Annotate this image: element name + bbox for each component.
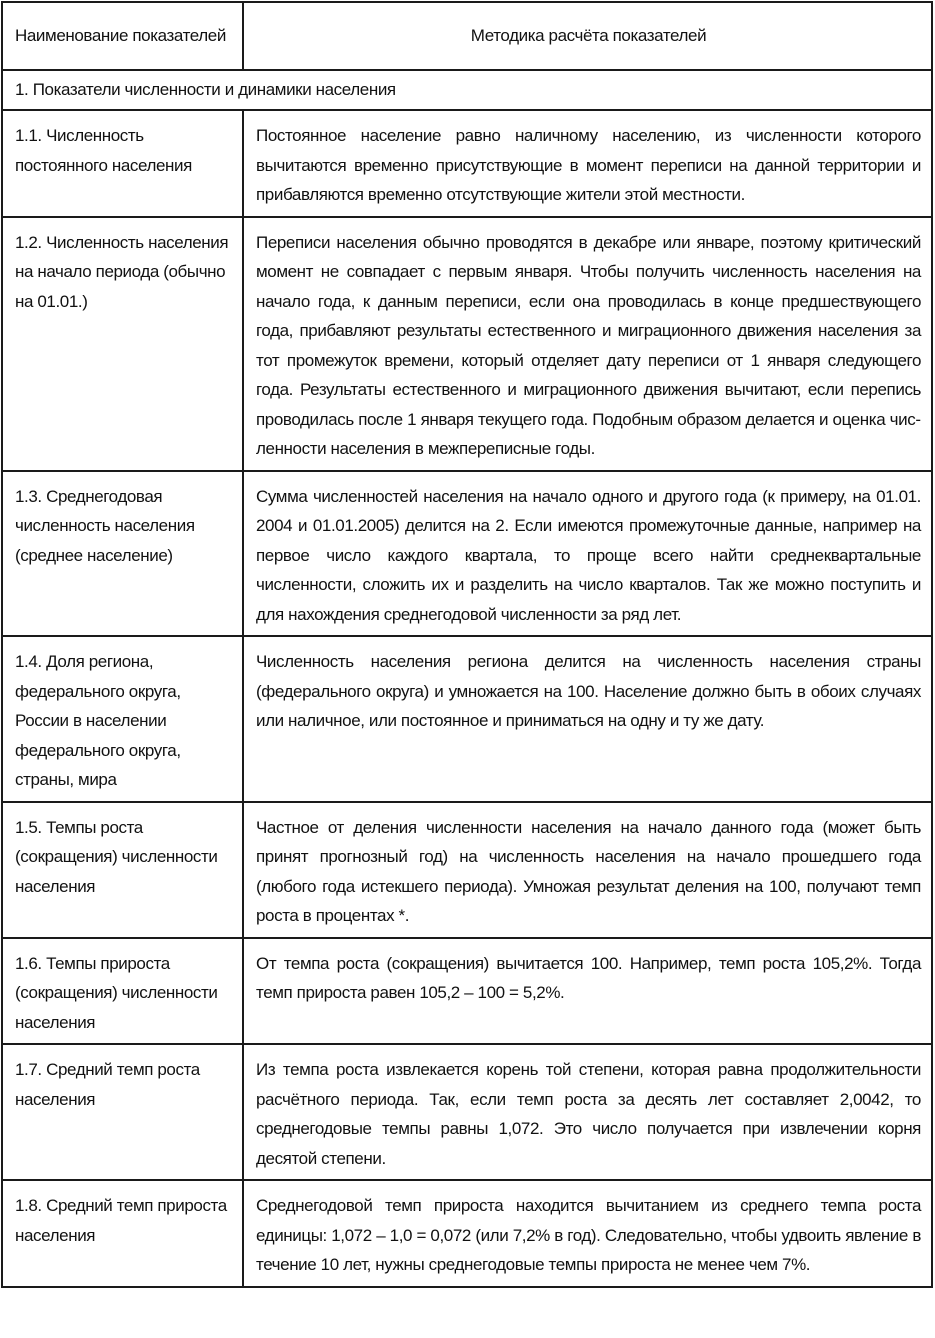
indicator-method: Численность населения региона делится на численность населения страны (федерального округа) и умножается на 100. Население должно быть в обоих случаях или наличное, или постоянное и приниматься на одну и ту же дату. bbox=[243, 636, 932, 802]
indicator-name: 1.2. Численность населения на начало периода (обычно на 01.01.) bbox=[2, 217, 243, 471]
table-row bbox=[2, 802, 932, 938]
indicators-table bbox=[1, 1, 933, 1288]
table-row bbox=[2, 217, 932, 471]
indicator-name: 1.5. Темпы роста (сокращения) численности населения bbox=[2, 802, 243, 938]
indicator-name: 1.4. Доля региона, федерального округа, России в населении федерального округа, страны, мира bbox=[2, 636, 243, 802]
indicator-method: Из темпа роста извлекается корень той степени, которая равна продолжительности расчётного периода. Так, если темп роста за десять лет составляет 2,0042, то среднегодовые темпы равны 1,072. Это число получается при извлечении корня десятой степени. bbox=[243, 1044, 932, 1180]
table-row bbox=[2, 1180, 932, 1287]
header-calculation-method: Методика расчёта показателей bbox=[243, 2, 932, 70]
indicator-name: 1.3. Среднегодовая численность населения (среднее население) bbox=[2, 471, 243, 637]
indicator-name: 1.8. Средний темп прироста населения bbox=[2, 1180, 243, 1287]
indicator-name: 1.1. Численность постоянного населения bbox=[2, 110, 243, 217]
header-indicator-name: Наименование показателей bbox=[2, 2, 243, 70]
indicator-method: От темпа роста (сокращения) вычитается 100. Например, темп роста 105,2%. Тогда темп прироста равен 105,2 – 100 = 5,2%. bbox=[243, 938, 932, 1045]
table-header-row bbox=[2, 2, 932, 70]
indicator-method: Постоянное население равно наличному населению, из численности которого вычитаются временно присутствующие в момент переписи на данной территории и прибавляются временно отсутствующие жители этой местности. bbox=[243, 110, 932, 217]
table-row bbox=[2, 110, 932, 217]
section-title: 1. Показатели численности и динамики населения bbox=[2, 70, 932, 110]
indicator-method: Частное от деления численности населения на начало данного года (может быть принят прогнозный год) на численность населения на начало прошедшего года (любого года истекшего периода). Умножая результат деления на 100, получают темп роста в процентах *. bbox=[243, 802, 932, 938]
table-row bbox=[2, 636, 932, 802]
indicator-name: 1.7. Средний темп роста населения bbox=[2, 1044, 243, 1180]
indicator-method: Сумма численностей населения на начало одного и другого года (к примеру, на 01.01. 2004 и 01.01.2005) делится на 2. Если имеются промежуточные данные, например на первое число каждого квартала, то проще всего найти среднеквартальные численности, сложить их и разделить на число кварталов. Так же можно поступить и для нахождения среднегодовой численности за ряд лет. bbox=[243, 471, 932, 637]
section-row bbox=[2, 70, 932, 110]
table-row bbox=[2, 1044, 932, 1180]
indicator-name: 1.6. Темпы прироста (сокращения) численности населения bbox=[2, 938, 243, 1045]
table-row bbox=[2, 471, 932, 637]
indicator-method: Переписи населения обычно проводятся в декабре или январе, поэтому критический момент не совпадает с первым января. Чтобы получить численность населения на начало года, к данным переписи, если она проводилась в конце предшествующего года, прибавляют результаты естественного и миграционного движения населения за тот промежуток времени, который отделяет дату переписи от 1 января следующего года. Результаты естественного и миграционного движения вычитают, если перепись проводилась после 1 января текущего года. Подобным образом делается и оценка численности населения в межпереписные годы. bbox=[243, 217, 932, 471]
table-row bbox=[2, 938, 932, 1045]
indicator-method: Среднегодовой темп прироста находится вычитанием из среднего темпа роста единицы: 1,072 – 1,0 = 0,072 (или 7,2% в год). Следовательно, чтобы удвоить явление в течение 10 лет, нужны среднегодовые темпы прироста не менее чем 7%. bbox=[243, 1180, 932, 1287]
